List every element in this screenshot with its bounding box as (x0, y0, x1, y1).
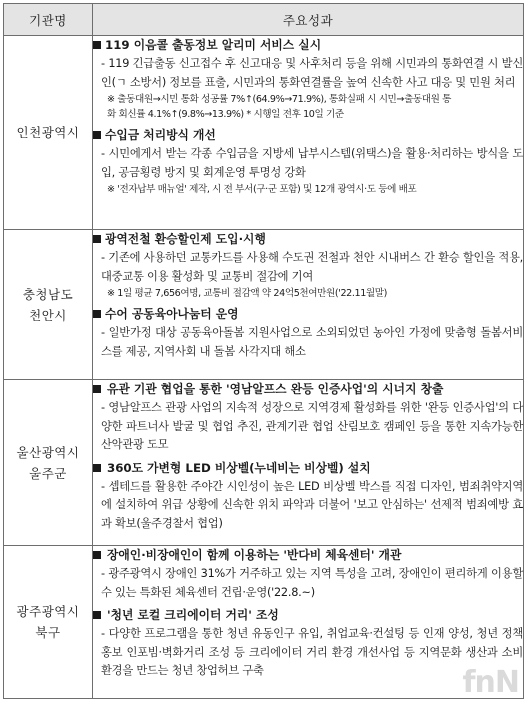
item-headline: 광역전철 환승할인제 도입·시행 (93, 230, 523, 249)
org-name: 인천광역시 (16, 125, 80, 140)
table-row (4, 36, 524, 230)
item-note: ※ 1일 평균 7,656여명, 교통비 절감액 약 24억5천여만원('22.11월말) (107, 288, 387, 299)
org-name: 울주군 (29, 465, 67, 481)
item-body: - 광주광역시 장애인 31%가 거주하고 있는 지역 특성을 고려, 장애인이 편리하게 이용할 수 있는 특화된 체육센터 건립·운영('22.8.~) (101, 567, 523, 599)
watermark: fnN (462, 665, 519, 700)
item-body: - 셉테드를 활용한 주야간 시인성이 높은 LED 비상벨 박스를 직접 디자인, 범죄취약지역에 설치하여 위급 상황에 신속한 위치 파악과 더불어 '보고 안심하는' 선제적 범죄예방 효과 확보(울주경찰서 협업) (101, 479, 523, 530)
item-headline: 119 이음콜 출동정보 알리미 서비스 실시 (93, 36, 523, 55)
table-row (4, 230, 524, 380)
item-headline: 수어 공동육아나눔터 운영 (93, 305, 523, 324)
item-note: 화 회신률 4.1%↑(9.8%→13.9%) * 시행일 전후 10일 기준 (107, 109, 344, 120)
item-headline: '청년 로컬 크리에이터 거리' 조성 (93, 606, 523, 625)
results-cell (93, 380, 524, 546)
item-body: - 시민에게서 받는 각종 수입금을 지방세 납부시스템(위택스)을 활용·처리하는 방식을 도입, 공금횡령 방지 및 회계운영 투명성 강화 (101, 147, 523, 179)
org-cell (4, 380, 93, 546)
square-bullet-icon (93, 551, 101, 559)
header-org: 기관명 (4, 4, 93, 36)
table-row (4, 380, 524, 546)
item-headline: 장애인·비장애인이 함께 이용하는 '반다비 체육센터' 개관 (93, 546, 523, 565)
item-body: - 영남알프스 관광 사업의 지속적 성장으로 지역경제 활성화를 위한 '완등 인증사업'의 다양한 파트너사 발굴 및 협업 추진, 관계기관 협업 산림보호 캠페인 등을 통한 지속가능한 산악관광 도모 (101, 401, 523, 451)
org-name: 광주광역시 (16, 604, 80, 619)
results-cell (93, 546, 524, 699)
square-bullet-icon (93, 131, 101, 139)
item-body: - 기존에 사용하던 교통카드를 사용해 수도권 전철과 천안 시내버스 간 환승 할인을 적용, 대중교통 이용 활성화 및 교통비 절감에 기여 (101, 251, 523, 283)
square-bullet-icon (93, 385, 101, 393)
item-body: - 다양한 프로그램을 통한 청년 유동인구 유입, 취업교육·컨설팅 등 인재 양성, 청년 정책 홍보 인포빔·벽화거리 조성 등 크리에이터 거리 환경 개선사업 등 지역문화 생산과 소비환경을 만드는 청년 창업허브 구축 (101, 627, 523, 677)
item-body: - 일반가정 대상 공동육아돌봄 지원사업으로 소외되었던 농아인 가정에 맞춤형 돌봄서비스를 제공, 지역사회 내 돌봄 사각지대 해소 (101, 326, 523, 358)
square-bullet-icon (93, 464, 101, 472)
org-name: 충청남도 (22, 286, 74, 302)
square-bullet-icon (93, 310, 101, 318)
org-cell (4, 546, 93, 699)
item-headline: 수입금 처리방식 개선 (93, 126, 523, 145)
item-body: - 119 긴급출동 신고접수 후 신고대응 및 사후처리 등을 위해 시민과의 통화연결 시 발신인(ㄱ 소방서) 정보를 표출, 시민과의 통화연결률을 높여 신속한 사고 대응 및 민원 처리 (101, 57, 523, 89)
org-name: 천안시 (29, 307, 67, 323)
item-note: ※ '전자납부 매뉴얼' 제작, 시 전 부서(구·군 포함) 및 12개 광역시·도 등에 배포 (107, 184, 417, 195)
table-row (4, 546, 524, 699)
org-cell (4, 36, 93, 230)
org-name: 울산광역시 (16, 444, 80, 460)
results-cell (93, 36, 524, 230)
header-results: 주요성과 (93, 4, 524, 36)
org-name: 북구 (35, 625, 61, 640)
item-headline: 유관 기관 협업을 통한 '영남알프스 완등 인증사업'의 시너지 창출 (93, 380, 523, 399)
square-bullet-icon (93, 611, 101, 619)
results-table (3, 3, 524, 699)
org-cell (4, 230, 93, 380)
square-bullet-icon (93, 41, 101, 49)
header-row (4, 4, 524, 36)
item-headline: 360도 가변형 LED 비상벨(누네비는 비상벨) 설치 (93, 459, 523, 478)
square-bullet-icon (93, 235, 101, 243)
results-cell (93, 230, 524, 380)
item-note: ※ 출동대원→시민 통화 성공률 7%↑(64.9%→71.9%), 통화실패 시 시민→출동대원 통 (107, 94, 452, 105)
